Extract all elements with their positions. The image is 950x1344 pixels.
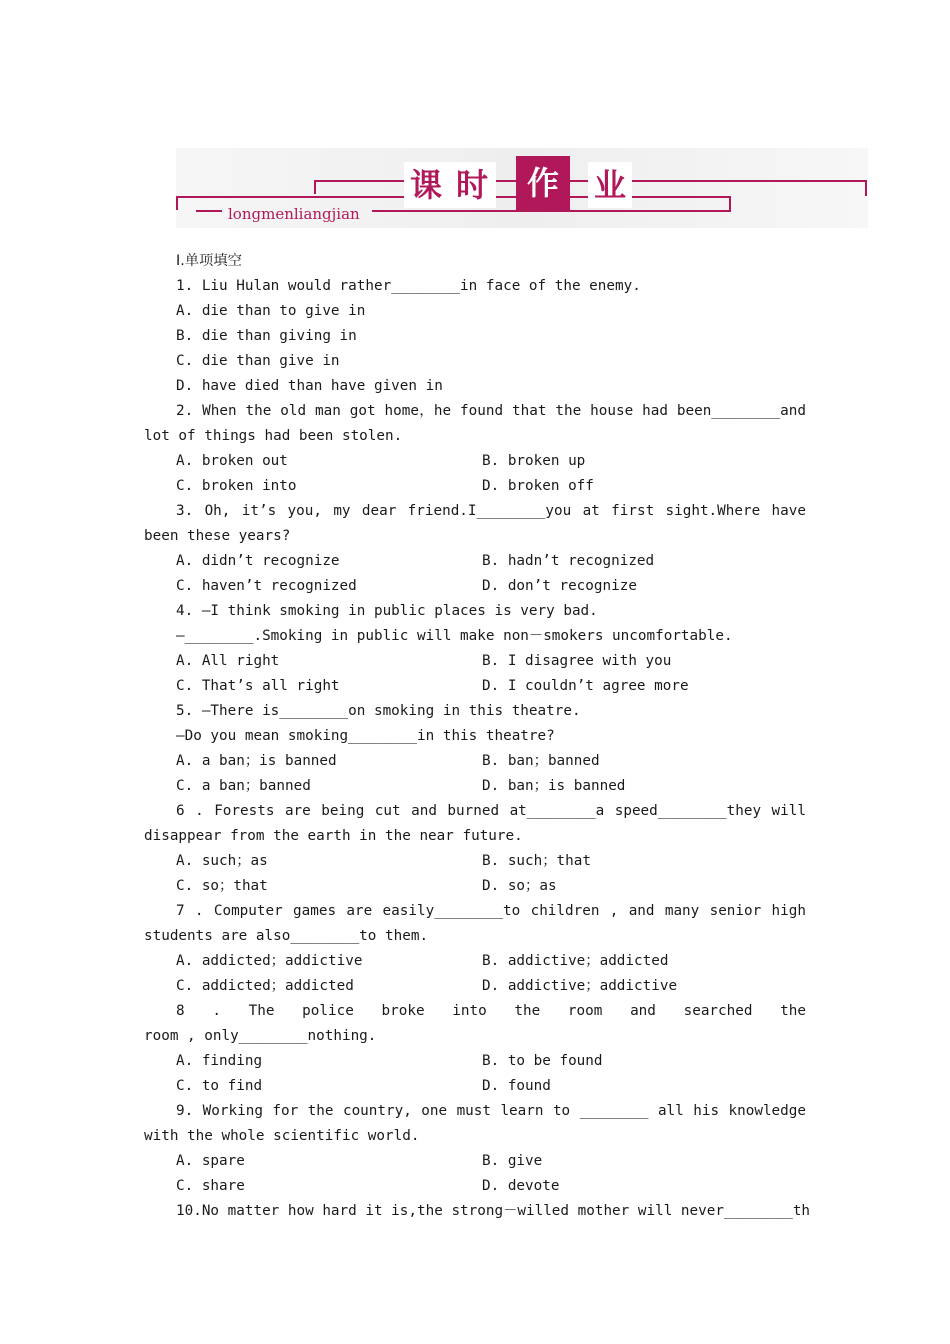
question-5-option-c: C. a ban；banned [176, 778, 311, 794]
question-9-option-d: D. devote [482, 1178, 560, 1194]
question-8-stem-cont: room , only________nothing. [144, 1028, 377, 1044]
question-7-option-d: D. addictive；addictive [482, 978, 678, 994]
question-2-option-a: A. broken out [176, 453, 288, 469]
question-8-option-a: A. finding [176, 1053, 263, 1069]
question-1-option-a: A. die than to give in [176, 303, 366, 319]
question-4-stem: 4. —I think smoking in public places is very bad. [176, 603, 598, 619]
question-4-stem-reply: —________.Smoking in public will make non－smokers uncomfortable. [176, 628, 733, 644]
banner-rule-bottom-left [176, 196, 178, 210]
question-1-option-c: C. die than give in [176, 353, 340, 369]
question-8-option-d: D. found [482, 1078, 551, 1094]
question-1-option-b: B. die than giving in [176, 328, 357, 344]
banner-rule-sub-left [196, 210, 222, 212]
question-6-option-a: A. such；as [176, 853, 268, 869]
question-2-option-b: B. broken up [482, 453, 586, 469]
question-3-stem-cont: been these years? [144, 528, 291, 544]
banner-title-char-1: 课 [404, 162, 448, 208]
question-4-option-c: C. That’s all right [176, 678, 340, 694]
banner-rule-sub-right [372, 210, 731, 212]
banner-rule-top-left [314, 180, 316, 194]
banner-title-char-4: 业 [588, 162, 632, 208]
header-banner [176, 148, 868, 228]
question-5-option-b: B. ban；banned [482, 753, 600, 769]
question-9-option-b: B. give [482, 1153, 543, 1169]
question-5-option-a: A. a ban；is banned [176, 753, 337, 769]
question-5-stem: 5. —There is________on smoking in this theatre. [176, 703, 581, 719]
question-7-stem-cont: students are also________to them. [144, 928, 429, 944]
question-3-option-c: C. haven’t recognized [176, 578, 357, 594]
question-6-option-d: D. so；as [482, 878, 557, 894]
question-7-stem: 7 . Computer games are easily________to children , and many senior high [176, 903, 806, 919]
section-heading: Ⅰ.单项填空 [176, 253, 242, 269]
banner-title-char-2: 时 [448, 162, 496, 208]
question-3-stem: 3. Oh, it’s you, my dear friend.I________you at first sight.Where have [176, 503, 806, 519]
question-2-option-d: D. broken off [482, 478, 594, 494]
question-2-stem: 2. When the old man got home，he found that the house had been________and [176, 403, 806, 419]
question-1-option-d: D. have died than have given in [176, 378, 443, 394]
question-2-option-c: C. broken into [176, 478, 297, 494]
question-6-stem: 6 . Forests are being cut and burned at________a speed________they will [176, 803, 806, 819]
question-5-stem-reply: —Do you mean smoking________in this theatre? [176, 728, 555, 744]
question-8-option-c: C. to find [176, 1078, 263, 1094]
question-7-option-a: A. addicted；addictive [176, 953, 363, 969]
question-7-option-b: B. addictive；addicted [482, 953, 669, 969]
question-6-option-b: B. such；that [482, 853, 591, 869]
question-6-option-c: C. so；that [176, 878, 268, 894]
question-4-option-d: D. I couldn’t agree more [482, 678, 689, 694]
question-3-option-a: A. didn’t recognize [176, 553, 340, 569]
banner-rule-top-right [865, 180, 867, 196]
question-9-option-c: C. share [176, 1178, 245, 1194]
question-7-option-c: C. addicted；addicted [176, 978, 354, 994]
question-5-option-d: D. ban；is banned [482, 778, 626, 794]
question-9-option-a: A. spare [176, 1153, 245, 1169]
banner-title-char-3-highlight: 作 [516, 156, 570, 210]
question-4-option-a: A. All right [176, 653, 280, 669]
question-6-stem-cont: disappear from the earth in the near future. [144, 828, 523, 844]
question-8-option-b: B. to be found [482, 1053, 603, 1069]
question-1-stem: 1. Liu Hulan would rather________in face of the enemy. [176, 278, 641, 294]
question-3-option-d: D. don’t recognize [482, 578, 637, 594]
question-10-stem: 10.No matter how hard it is,the strong－willed mother will never________th [176, 1203, 811, 1219]
question-8-stem: 8 . The police broke into the room and searched the [176, 1003, 806, 1019]
banner-subtitle: longmenliangjian [228, 205, 360, 223]
question-9-stem: 9. Working for the country, one must learn to ________ all his knowledge [176, 1103, 806, 1119]
question-4-option-b: B. I disagree with you [482, 653, 672, 669]
banner-rule-bottom-right [729, 196, 731, 211]
question-2-stem-cont: lot of things had been stolen. [144, 428, 403, 444]
question-9-stem-cont: with the whole scientific world. [144, 1128, 420, 1144]
question-3-option-b: B. hadn’t recognized [482, 553, 655, 569]
